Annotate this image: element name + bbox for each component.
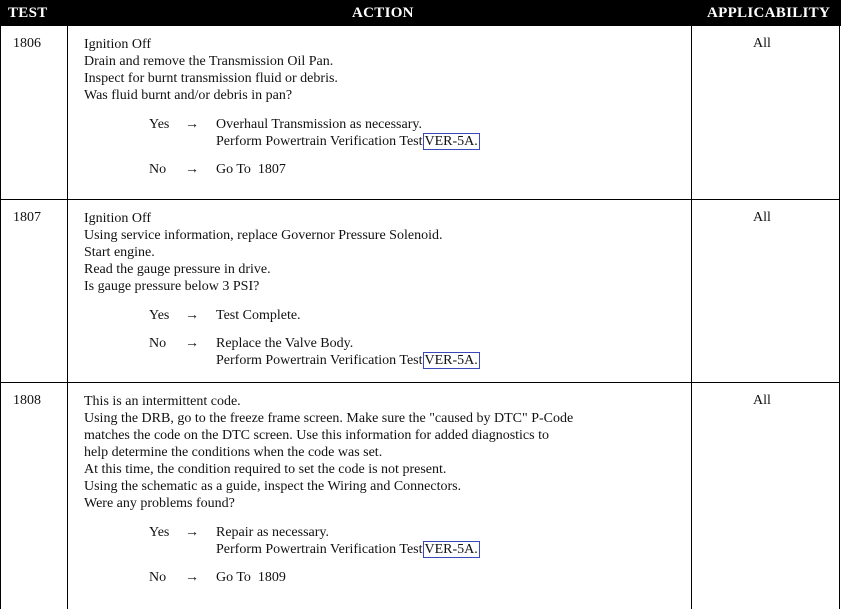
action-line: This is an intermittent code. [84, 394, 241, 409]
no-text: Go To 1809 [216, 570, 286, 585]
ver-5a-link[interactable]: VER-5A. [424, 134, 478, 149]
right-arrow-icon: → [185, 308, 199, 323]
action-cell [84, 36, 684, 178]
yes-result [84, 116, 684, 133]
action-line: Was fluid burnt and/or debris in pan? [84, 88, 293, 103]
table-row-1808 [0, 383, 840, 609]
action-cell [84, 393, 684, 586]
no-result [84, 569, 684, 586]
action-line: Using service information, replace Governor Pressure Solenoid. [84, 228, 443, 243]
no-label: No [149, 336, 167, 351]
no-result-continued [84, 352, 684, 369]
test-number: 1807 [13, 210, 41, 225]
table-row-1806 [0, 26, 840, 200]
right-arrow-icon: → [185, 525, 199, 540]
column-divider [691, 383, 692, 609]
action-line: Is gauge pressure below 3 PSI? [84, 279, 260, 294]
action-line: Ignition Off [84, 37, 152, 52]
right-arrow-icon: → [185, 162, 199, 177]
no-text: Go To 1807 [216, 162, 286, 177]
yes-result-continued [84, 541, 684, 558]
test-number: 1808 [13, 393, 41, 408]
action-line: Start engine. [84, 245, 155, 260]
header-action: ACTION [352, 5, 414, 21]
right-arrow-icon: → [185, 117, 199, 132]
yes-result [84, 307, 684, 324]
yes-text: Test Complete. [216, 308, 301, 323]
action-line: help determine the conditions when the code was set. [84, 445, 383, 460]
action-line: Drain and remove the Transmission Oil Pan. [84, 54, 334, 69]
applicability: All [753, 393, 771, 408]
header-applicability: APPLICABILITY [707, 5, 831, 21]
column-divider [67, 200, 68, 382]
no-result [84, 335, 684, 352]
table-header [0, 0, 841, 26]
verification-text: Perform Powertrain Verification Test [216, 353, 423, 368]
no-label: No [149, 570, 167, 585]
yes-result [84, 524, 684, 541]
no-label: No [149, 162, 167, 177]
yes-text: Repair as necessary. [216, 525, 329, 540]
right-arrow-icon: → [185, 336, 199, 351]
column-divider [691, 200, 692, 382]
verification-text: Perform Powertrain Verification Test [216, 134, 423, 149]
test-number: 1806 [13, 36, 41, 51]
no-result [84, 161, 684, 178]
verification-text: Perform Powertrain Verification Test [216, 542, 423, 557]
action-line: At this time, the condition required to set the code is not present. [84, 462, 447, 477]
action-line: Inspect for burnt transmission fluid or debris. [84, 71, 338, 86]
column-divider [67, 26, 68, 199]
yes-text: Overhaul Transmission as necessary. [216, 117, 422, 132]
table-row-1807 [0, 200, 840, 383]
action-line: Using the DRB, go to the freeze frame screen. Make sure the "caused by DTC" P-Code [84, 411, 574, 426]
action-line: Read the gauge pressure in drive. [84, 262, 271, 277]
action-line: Ignition Off [84, 211, 152, 226]
applicability: All [753, 210, 771, 225]
applicability: All [753, 36, 771, 51]
no-text: Replace the Valve Body. [216, 336, 354, 351]
action-line: matches the code on the DTC screen. Use this information for added diagnostics to [84, 428, 549, 443]
yes-label: Yes [149, 117, 170, 132]
column-divider [691, 26, 692, 199]
column-divider [67, 383, 68, 609]
header-test: TEST [8, 5, 48, 21]
yes-label: Yes [149, 308, 170, 323]
action-line: Using the schematic as a guide, inspect the Wiring and Connectors. [84, 479, 462, 494]
yes-label: Yes [149, 525, 170, 540]
right-arrow-icon: → [185, 570, 199, 585]
ver-5a-link[interactable]: VER-5A. [424, 542, 478, 557]
action-line: Were any problems found? [84, 496, 235, 511]
ver-5a-link[interactable]: VER-5A. [424, 353, 478, 368]
action-cell [84, 210, 684, 369]
yes-result-continued [84, 133, 684, 150]
